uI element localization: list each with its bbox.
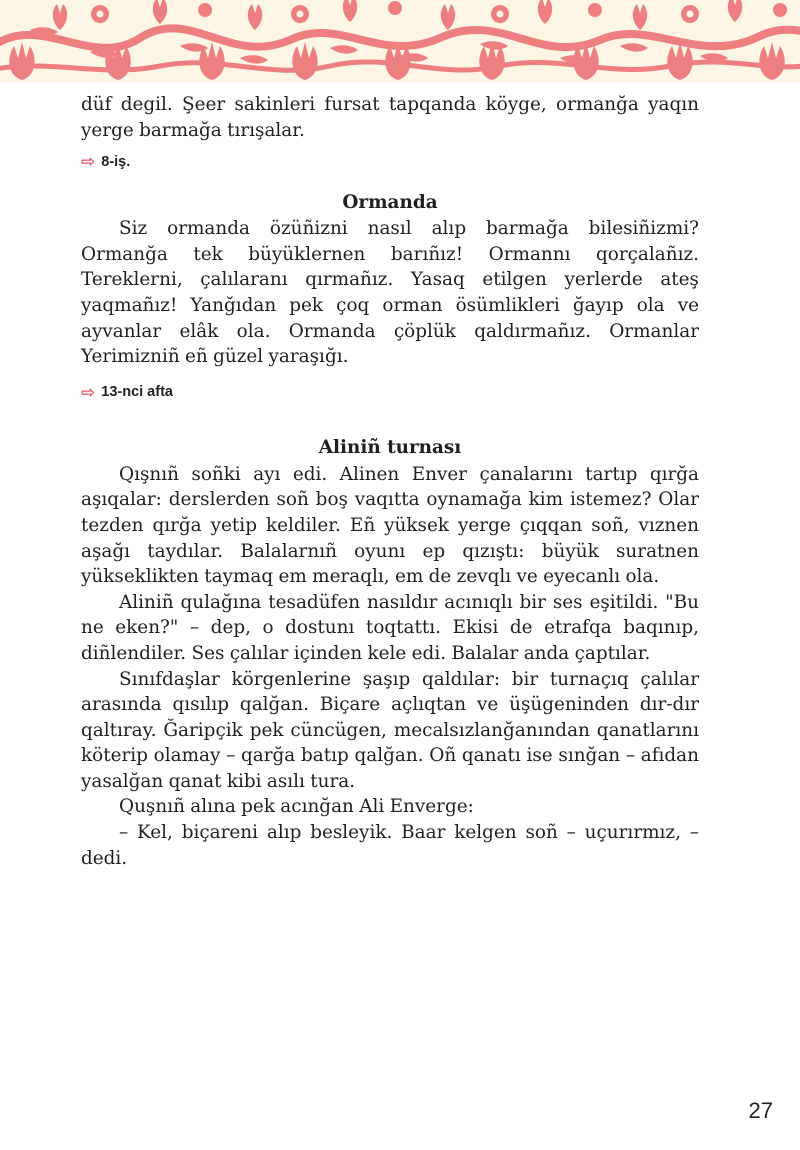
intro-paragraph: düf degil. Şeer sakinleri fursat tapqanda köyge, ormanğa yaqın yerge barmağa tırışalar. [81, 94, 699, 141]
floral-ornament-border [0, 0, 800, 82]
story-paragraph-4: Quşnıñ alına pek acınğan Ali Enverge: [119, 796, 474, 818]
arrow-right-icon: ⇨ [81, 152, 96, 172]
story-paragraph-2: Aliniñ qulağına tesadüfen nasıldır acınıqlı bir ses eşitildi. "Bu ne eken?" – dep, o dostunı toqtattı. Ekisi de etrafqa baqınıp, diñlendiler. Ses çalılar içinden kele edi. Balalar anda çaptılar. [81, 591, 699, 664]
story-paragraph-1: Qışnıñ soñki ayı edi. Alinen Enver çanalarını tartıp qırğa aşıqalar: derslerden soñ boş vaqıtta oynamağa kim istemez? Olar tezden qırğa yetip keldiler. Eñ yüksek yerge çıqqan soñ, vıznen aşağı taydılar. Balalarnıñ oyunı ep qızıştı: büyük suratnen yükseklikten taymaq em meraqlı, em de zevqlı ve eyecanlı ola. [81, 463, 699, 588]
section-title-ormanda: Ormanda [342, 192, 438, 214]
week-marker-label: 13-nci afta [101, 384, 173, 401]
story-paragraph-5: – Kel, biçareni alıp besleyik. Baar kelgen soñ – uçurırmız, – dedi. [81, 822, 699, 869]
page-content [81, 92, 699, 871]
week-marker [81, 384, 699, 401]
task-marker [81, 153, 699, 170]
paragraph-ormanda: Siz ormanda özüñizni nasıl alıp barmağa bilesiñizmi? Ormanğa tek büyüklernen barıñız! Ormannı qorçalañız. Tereklerni, çalılaranı qırmañız. Yasaq etilgen yerlerde ateş yaqmañız! Yanğıdan pek çoq orman ösümlikleri ğayıp ola ve ayvanlar elâk ola. Ormanda çöplük qaldırmañız. Ormanlar Yerimizniñ eñ güzel yaraşığı. [81, 218, 699, 368]
story-paragraph-3: Sınıfdaşlar körgenlerine şaşıp qaldılar: bir turnaçıq çalılar arasında qısılıp qalğan. Biçare açlıqtan ve üşügeninden dır-dır qaltıray. Ğaripçik pek cüncügen, mecalsızlanğanından qanatlarını köterip olamay – qarğa batıp qalğan. Oñ qanatı ise sınğan – afıdan yasalğan qanat kibi asılı tura. [81, 668, 699, 792]
task-marker-label: 8-iş. [101, 153, 131, 170]
section-title-turna: Aliniñ turnası [318, 436, 462, 458]
arrow-right-icon: ⇨ [81, 382, 96, 402]
page-number: 27 [748, 1098, 773, 1123]
